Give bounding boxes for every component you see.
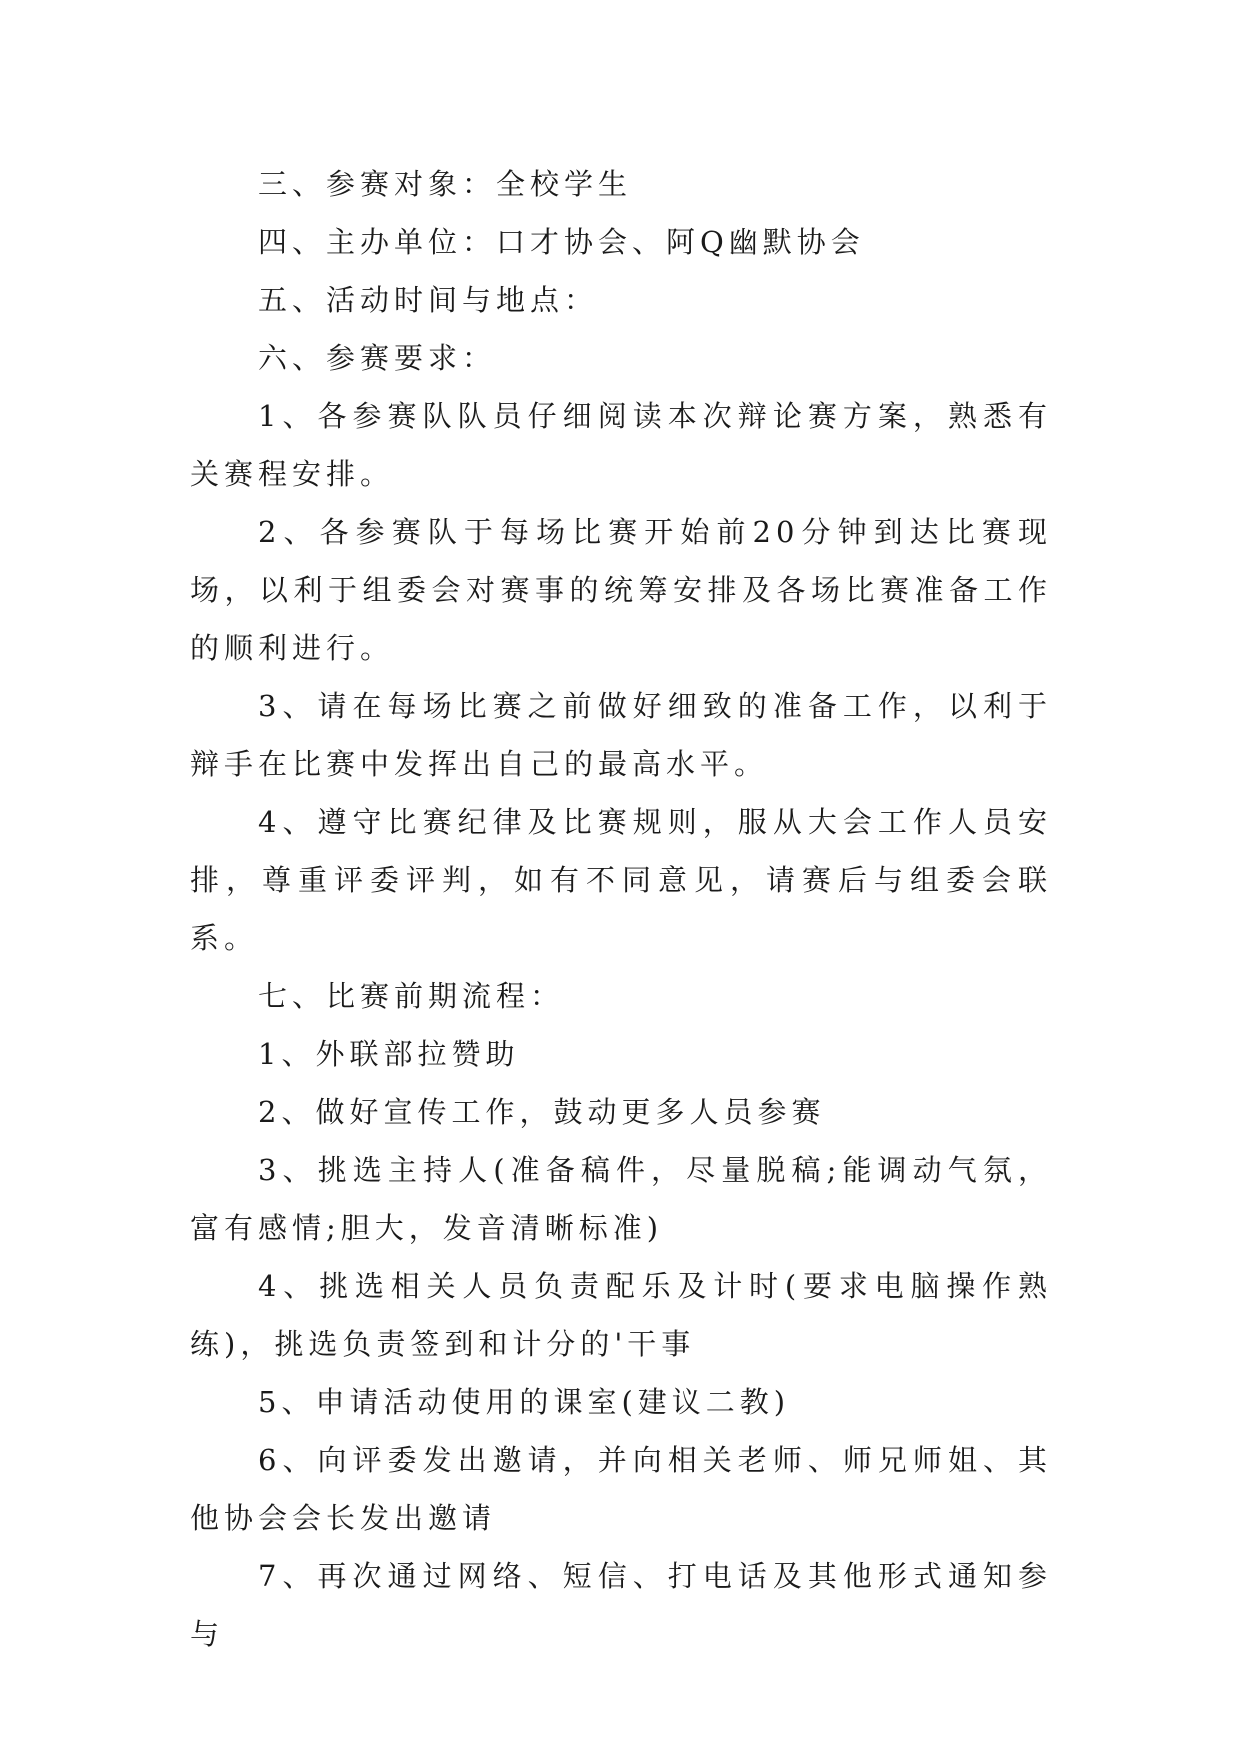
document-body: [190, 155, 1052, 1663]
paragraph: 3、请在每场比赛之前做好细致的准备工作，以利于辩手在比赛中发挥出自己的最高水平。: [190, 689, 1052, 781]
paragraph: 7、再次通过网络、短信、打电话及其他形式通知参与: [190, 1559, 1052, 1651]
paragraph: 2、做好宣传工作，鼓动更多人员参赛: [258, 1095, 826, 1129]
paragraph: 三、参赛对象：全校学生: [258, 167, 633, 201]
paragraph: 6、向评委发出邀请，并向相关老师、师兄师姐、其他协会会长发出邀请: [190, 1443, 1052, 1535]
paragraph: 1、外联部拉赞助: [258, 1037, 520, 1071]
paragraph: 五、活动时间与地点：: [258, 283, 599, 317]
paragraph: 2、各参赛队于每场比赛开始前20分钟到达比赛现场，以利于组委会对赛事的统筹安排及各场比赛准备工作的顺利进行。: [190, 515, 1052, 665]
paragraph: 4、挑选相关人员负责配乐及计时(要求电脑操作熟练)，挑选负责签到和计分的'干事: [190, 1269, 1052, 1361]
paragraph: 1、各参赛队队员仔细阅读本次辩论赛方案，熟悉有关赛程安排。: [190, 399, 1052, 491]
paragraph: 4、遵守比赛纪律及比赛规则，服从大会工作人员安排，尊重评委评判，如有不同意见，请赛后与组委会联系。: [190, 805, 1052, 955]
paragraph: 七、比赛前期流程：: [258, 979, 565, 1013]
paragraph: 四、主办单位：口才协会、阿Q幽默协会: [258, 225, 865, 259]
paragraph: 5、申请活动使用的课室(建议二教): [258, 1385, 791, 1419]
paragraph: 六、参赛要求：: [258, 341, 497, 375]
paragraph: 3、挑选主持人(准备稿件，尽量脱稿;能调动气氛，富有感情;胆大，发音清晰标准): [190, 1153, 1052, 1245]
